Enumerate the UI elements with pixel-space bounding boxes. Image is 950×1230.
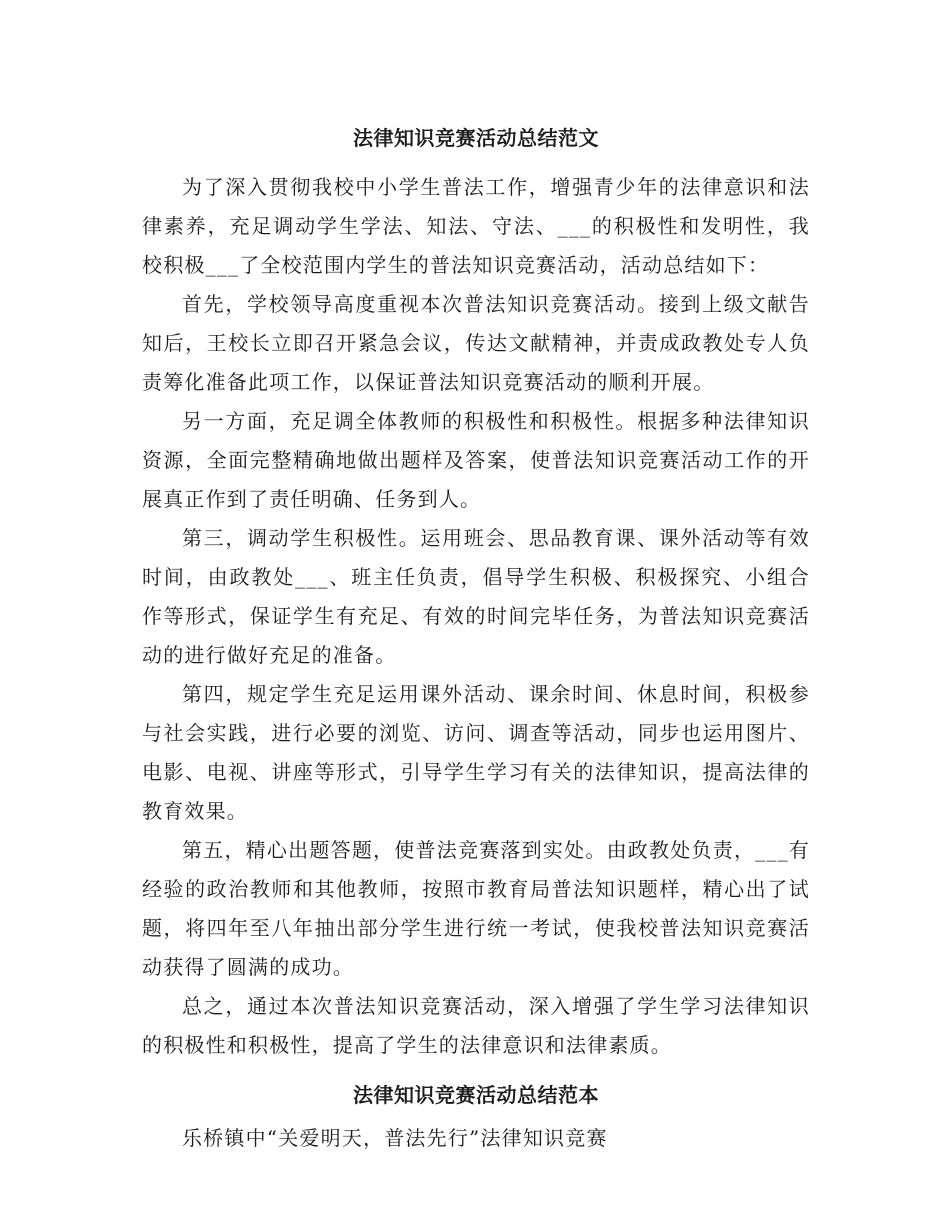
paragraph-first: 首先，学校领导高度重视本次普法知识竞赛活动。接到上级文献告知后，王校长立即召开紧急会议，传达文献精神，并责成政教处专人负责筹化准备此项工作，以保证普法知识竞赛活动的顺利开展。 xyxy=(142,292,810,394)
paragraph-conclusion: 总之，通过本次普法知识竞赛活动，深入增强了学生学习法律知识的积极性和积极性，提高了学生的法律意识和法律素质。 xyxy=(142,994,810,1057)
paragraph-third: 第三，调动学生积极性。运用班会、思品教育课、课外活动等有效时间，由政教处___、班主任负责，倡导学生积极、积极探究、小组合作等形式，保证学生有充足、有效的时间完毕任务，为普法知识竞赛活动的进行做好充足的准备。 xyxy=(142,526,810,667)
section-title: 法律知识竞赛活动总结范本 xyxy=(353,1083,599,1107)
paragraph-section-intro: 乐桥镇中“关爱明天，普法先行”法律知识竞赛 xyxy=(182,1126,608,1150)
paragraph-intro: 为了深入贯彻我校中小学生普法工作，增强青少年的法律意识和法律素养，充足调动学生学法、知法、守法、___的积极性和发明性，我校积极___了全校范围内学生的普法知识竞赛活动，活动总结如下： xyxy=(142,175,810,277)
paragraph-second: 另一方面，充足调全体教师的积极性和积极性。根据多种法律知识资源，全面完整精确地做出题样及答案，使普法知识竞赛活动工作的开展真正作到了责任明确、任务到人。 xyxy=(142,409,810,511)
paragraph-fifth: 第五，精心出题答题，使普法竞赛落到实处。由政教处负责，___有经验的政治教师和其他教师，按照市教育局普法知识题样，精心出了试题，将四年至八年抽出部分学生进行统一考试，使我校普法知识竞赛活动获得了圆满的成功。 xyxy=(142,838,810,979)
paragraph-fourth: 第四，规定学生充足运用课外活动、课余时间、休息时间，积极参与社会实践，进行必要的浏览、访问、调查等活动，同步也运用图片、电影、电视、讲座等形式，引导学生学习有关的法律知识，提高法律的教育效果。 xyxy=(142,682,810,823)
document-title: 法律知识竞赛活动总结范文 xyxy=(353,126,599,150)
document-body xyxy=(142,118,810,1158)
